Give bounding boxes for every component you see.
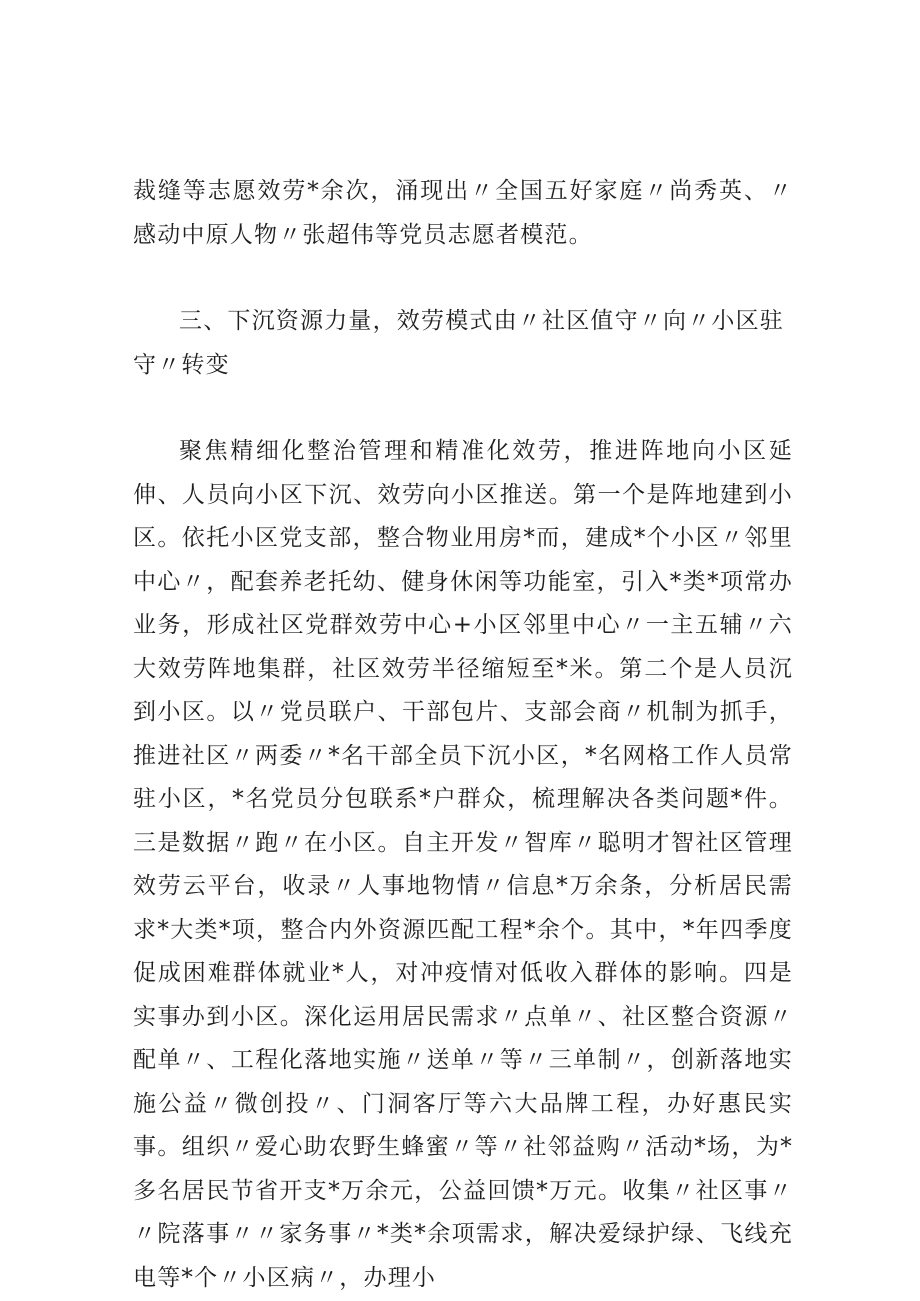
paragraph-continuation: 裁缝等志愿效劳*余次，涌现出〃全国五好家庭〃尚秀英、〃感动中原人物〃张超伟等党员志愿者模范。 xyxy=(133,178,793,248)
paragraph-spacer xyxy=(133,257,793,300)
section-heading: 三、下沉资源力量，效劳模式由〃社区值守〃向〃小区驻守〃转变 xyxy=(133,308,784,378)
document-body xyxy=(133,170,793,1300)
paragraph-spacer xyxy=(133,387,793,430)
paragraph-body: 聚焦精细化整治管理和精准化效劳，推进阵地向小区延伸、人员向小区下沉、效劳向小区推送。第一个是阵地建到小区。依托小区党支部，整合物业用房*而，建成*个小区〃邻里中心〃，配套养老托幼、健身休闲等功能室，引入*类*项常办业务，形成社区党群效劳中心+小区邻里中心〃一主五辅〃六大效劳阵地集群，社区效劳半径缩短至*米。第二个是人员沉到小区。以〃党员联户、干部包片、支部会商〃机制为抓手，推进社区〃两委〃*名干部全员下沉小区，*名网格工作人员常驻小区，*名党员分包联系*户群众，梳理解决各类问题*件。三是数据〃跑〃在小区。自主开发〃智库〃聪明才智社区管理效劳云平台，收录〃人事地物情〃信息*万余条，分析居民需求*大类*项，整合内外资源匹配工程*余个。其中，*年四季度促成困难群体就业*人，对冲疫情对低收入群体的影响。四是实事办到小区。深化运用居民需求〃点单〃、社区整合资源〃配单〃、工程化落地实施〃送单〃等〃三单制〃，创新落地实施公益〃微创投〃、门洞客厅等六大品牌工程，办好惠民实事。组织〃爱心助农野生蜂蜜〃等〃社邻益购〃活动*场，为*多名居民节省开支*万余元，公益回馈*万元。收集〃社区事〃〃院落事〃〃家务事〃*类*余项需求，解决爱绿护绿、飞线充电等*个〃小区病〃，办理小 xyxy=(133,438,793,1291)
